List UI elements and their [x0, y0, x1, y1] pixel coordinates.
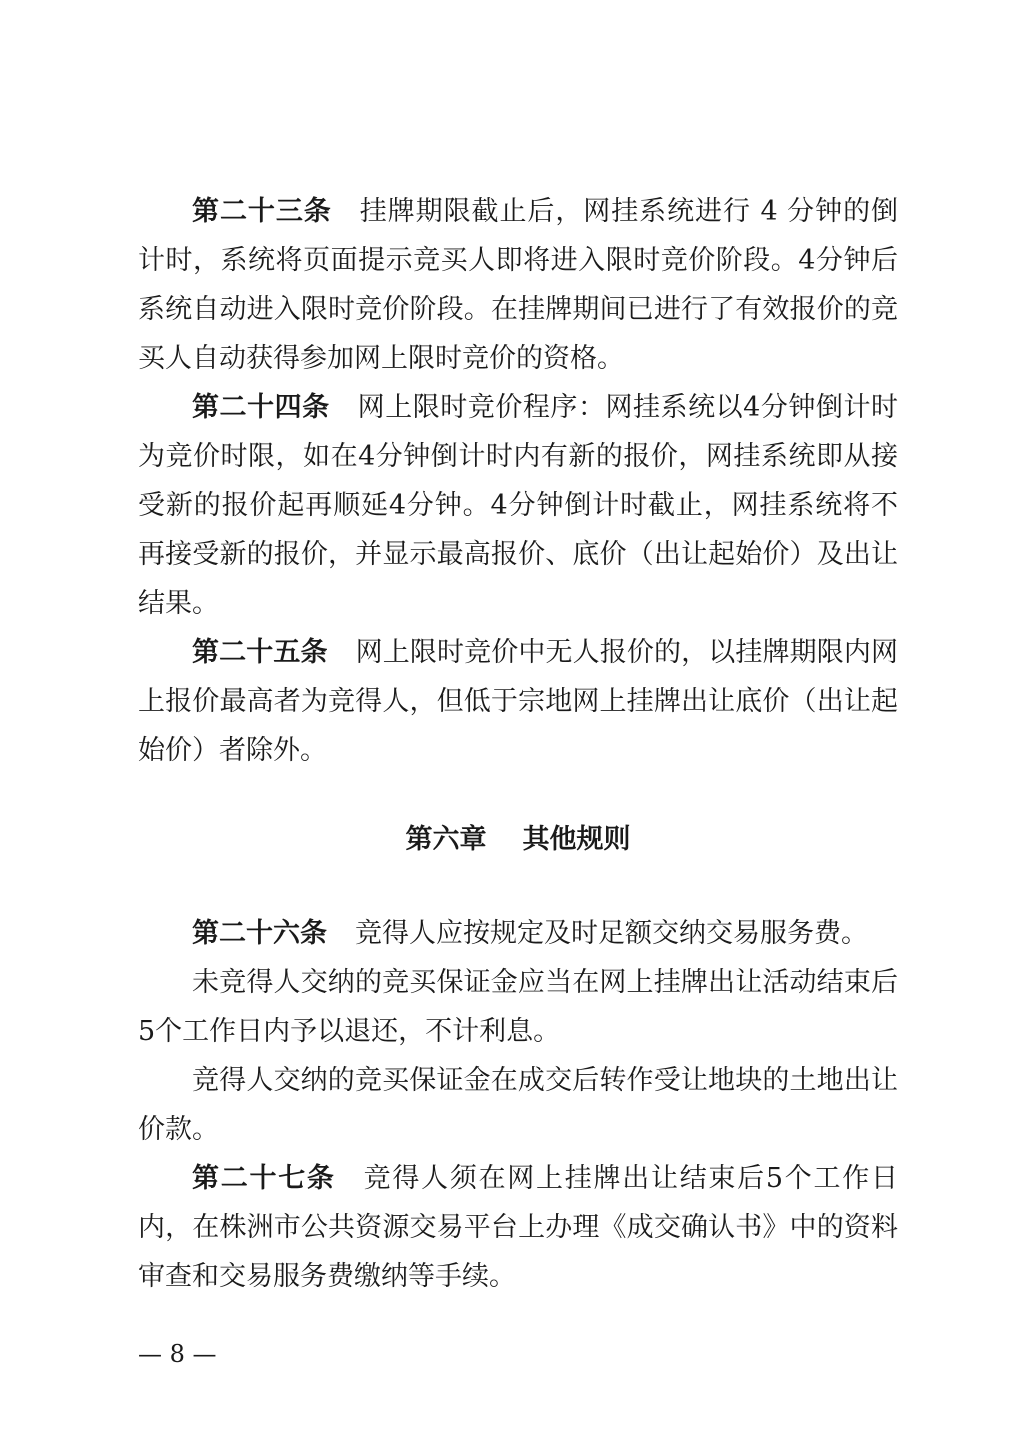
paragraph-deposit-transfer: 竞得人交纳的竞买保证金在成交后转作受让地块的土地出让价款。: [138, 1065, 898, 1145]
document-body: [138, 187, 898, 1301]
article-text: 网上限时竞价程序：网挂系统以4分钟倒计时为竞价时限，如在4分钟倒计时内有新的报价，网挂系统即从接受新的报价起再顺延4分钟。4分钟倒计时截止，网挂系统将不再接受新的报价，并显示最高报价、底价（出让起始价）及出让结果。: [138, 392, 898, 619]
chapter-number: 第六章: [405, 824, 487, 855]
chapter-title: 其他规则: [522, 824, 631, 855]
article-label: 第二十三条: [192, 196, 332, 227]
article-text: 竞得人须在网上挂牌出让结束后5个工作日内，在株洲市公共资源交易平台上办理《成交确认书》中的资料审查和交易服务费缴纳等手续。: [138, 1163, 898, 1292]
paragraph-deposit-refund: 未竞得人交纳的竞买保证金应当在网上挂牌出让活动结束后5个工作日内予以退还，不计利息。: [138, 967, 898, 1047]
article-24: [138, 383, 898, 628]
article-label: 第二十六条: [192, 918, 327, 949]
article-text: 网上限时竞价中无人报价的，以挂牌期限内网上报价最高者为竞得人，但低于宗地网上挂牌出让底价（出让起始价）者除外。: [138, 637, 898, 766]
article-25: [138, 628, 898, 775]
article-23: [138, 187, 898, 383]
article-text: 竞得人应按规定及时足额交纳交易服务费。: [355, 918, 868, 949]
article-26: [138, 909, 898, 958]
article-label: 第二十七条: [192, 1163, 336, 1194]
article-label: 第二十五条: [192, 637, 328, 668]
article-27: [138, 1154, 898, 1301]
article-label: 第二十四条: [192, 392, 330, 423]
page-number: — 8 —: [138, 1340, 217, 1368]
article-text: 挂牌期限截止后，网挂系统进行 4 分钟的倒计时，系统将页面提示竞买人即将进入限时竞价阶段。4分钟后系统自动进入限时竞价阶段。在挂牌期间已进行了有效报价的竞买人自动获得参加网上限时竞价的资格。: [138, 196, 899, 374]
chapter-heading: [138, 815, 898, 864]
